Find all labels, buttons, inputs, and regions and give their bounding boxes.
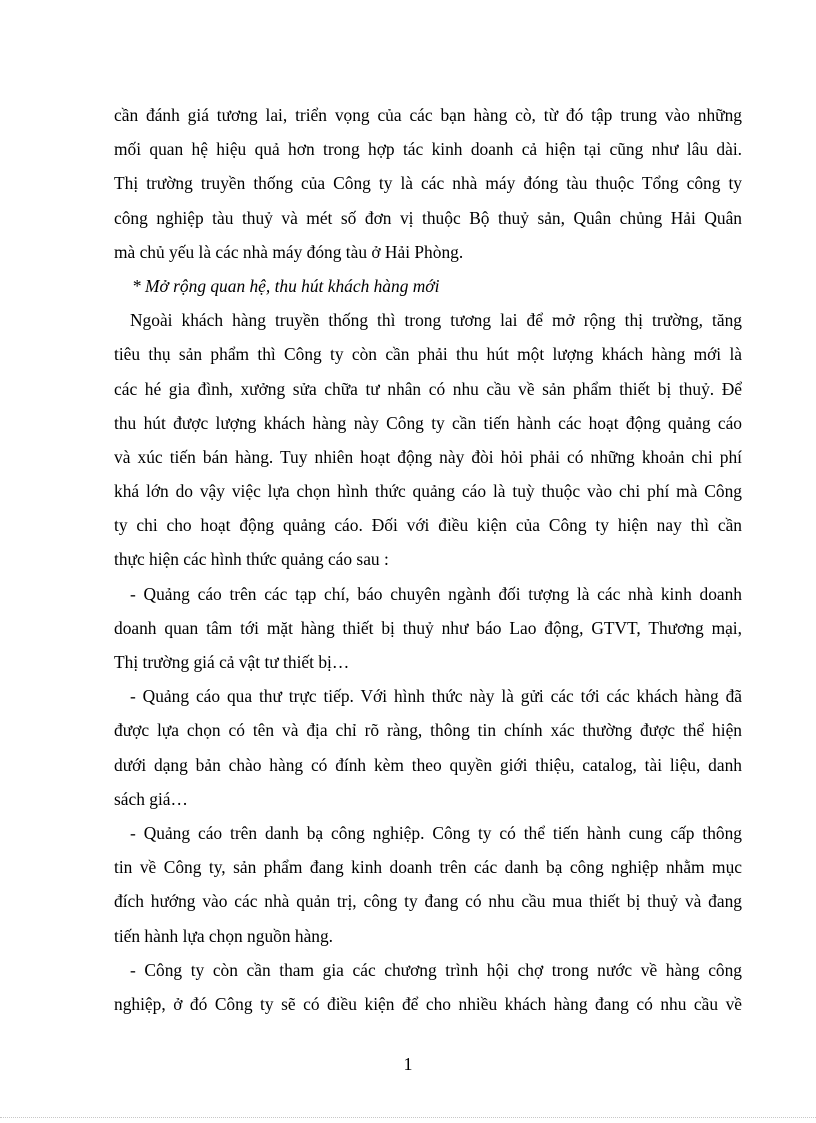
text-line: Thị trường truyền thống của Công ty là các nhà máy đóng tàu thuộc Tổng công ty xyxy=(114,173,742,194)
text-line: nghiệp, ở đó Công ty sẽ có điều kiện để cho nhiều khách hàng đang có nhu cầu về xyxy=(114,993,742,1014)
text-line: tin về Công ty, sản phẩm đang kinh doanh trên các danh bạ công nghiệp nhằm mục xyxy=(114,857,742,878)
paragraph-new-customers xyxy=(114,303,742,577)
text-line: công nghiệp tàu thuỷ và mét số đơn vị thuộc Bộ thuỷ sản, Quân chủng Hải Quân xyxy=(114,207,742,228)
text-line: - Quảng cáo qua thư trực tiếp. Với hình thức này là gửi các tới các khách hàng đã xyxy=(130,686,742,707)
text-line: - Quảng cáo trên danh bạ công nghiệp. Công ty có thể tiến hành cung cấp thông xyxy=(130,822,742,843)
text-line: được lựa chọn có tên và địa chỉ rõ ràng, thông tin chính xác thường được thể hiện xyxy=(114,720,742,741)
text-line: tiêu thụ sản phẩm thì Công ty còn cần phải thu hút một lượng khách hàng mới là xyxy=(114,344,742,365)
text-line: mối quan hệ hiệu quả hơn trong hợp tác kinh doanh cả hiện tại cũng như lâu dài. xyxy=(114,139,742,160)
page-bottom-divider xyxy=(0,1117,816,1118)
text-line: doanh quan tâm tới mặt hàng thiết bị thuỷ như báo Lao động, GTVT, Thương mại, xyxy=(114,617,742,638)
text-line: thực hiện các hình thức quảng cáo sau : xyxy=(114,549,389,570)
paragraph-market-evaluation xyxy=(114,98,742,269)
text-line: và xúc tiến bán hàng. Tuy nhiên hoạt động này đòi hỏi phải có những khoản chi phí xyxy=(114,446,742,467)
text-line: ty chi cho hoạt động quảng cáo. Đối với điều kiện của Công ty hiện nay thì cần xyxy=(114,515,742,536)
text-line: dưới dạng bản chào hàng có đính kèm theo quyền giới thiệu, catalog, tài liệu, danh xyxy=(114,754,742,775)
text-line: khá lớn do vậy việc lựa chọn hình thức quảng cáo là tuỳ thuộc vào chi phí mà Công xyxy=(114,481,742,502)
text-line: mà chủ yếu là các nhà máy đóng tàu ở Hải Phòng. xyxy=(114,241,464,262)
text-line: sách giá… xyxy=(114,788,188,809)
list-item-trade-journals xyxy=(114,577,742,680)
text-line: cần đánh giá tương lai, triển vọng của các bạn hàng cò, từ đó tập trung vào những xyxy=(114,105,742,125)
text-line: thu hút được lượng khách hàng này Công ty cần tiến hành các hoạt động quảng cáo xyxy=(114,412,742,433)
text-line: Thị trường giá cả vật tư thiết bị… xyxy=(114,652,350,672)
text-line: - Quảng cáo trên các tạp chí, báo chuyên ngành đối tượng là các nhà kinh doanh xyxy=(130,583,742,604)
text-line: Ngoài khách hàng truyền thống thì trong tương lai để mở rộng thị trường, tăng xyxy=(130,310,742,331)
text-line: đích hướng vào các nhà quản trị, công ty đang có nhu cầu mua thiết bị thuỷ và đang xyxy=(114,891,742,912)
list-item-industrial-directory xyxy=(114,816,742,953)
text-line: - Công ty còn cần tham gia các chương trình hội chợ trong nước về hàng công xyxy=(130,959,742,980)
section-heading: * Mở rộng quan hệ, thu hút khách hàng mới xyxy=(132,275,440,296)
document-body xyxy=(114,98,742,1021)
page-number: 1 xyxy=(403,1054,413,1074)
list-item-trade-fairs xyxy=(114,953,742,1021)
text-line: các hé gia đình, xưởng sửa chữa tư nhân có nhu cầu về sản phẩm thiết bị thuỷ. Để xyxy=(114,378,742,399)
text-line: tiến hành lựa chọn nguồn hàng. xyxy=(114,925,334,946)
list-item-direct-mail xyxy=(114,679,742,816)
